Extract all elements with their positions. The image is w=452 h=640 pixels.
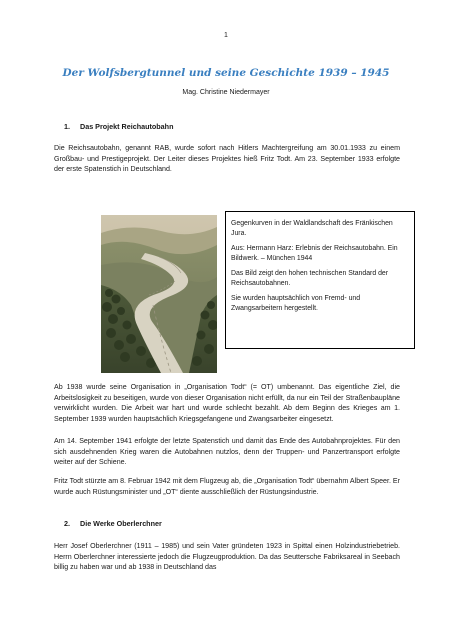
- autobahn-photo: [101, 215, 217, 373]
- caption-note: Das Bild zeigt den hohen technischen Standard der Reichsautobahnen.: [231, 269, 389, 288]
- section-heading-1: [64, 122, 173, 131]
- paragraph-fritz-todt: Fritz Todt stürzte am 8. Februar 1942 mit dem Flugzeug ab, die „Organisation Todt“ übernahm Albert Speer. Er wurde auch Rüstungsminister und „OT“ diente ausschließlich der Rüstungsindustrie.: [54, 477, 400, 496]
- paragraph-rab-intro: Die Reichsautobahn, genannt RAB, wurde sofort nach Hitlers Machtergreifung am 30.01.1933 zu einem Großbau- und Prestigeprojekt. Der Leiter dieses Projektes hieß Fritz Todt. Am 23. September 1933 erfolgte der erste Spatenstich in Deutschland.: [54, 144, 400, 174]
- image-caption-box: [225, 211, 415, 349]
- page-number: 1: [224, 32, 228, 39]
- section-title: Das Projekt Reichautobahn: [80, 122, 174, 131]
- paragraph-organisation-todt: Ab 1938 wurde seine Organisation in „Organisation Todt“ (= OT) umbenannt. Das eigentliche Ziel, die Arbeitslosigkeit zu beseitigen, wurde von dieser Organisation nicht erfüllt, da nur ein Teil der Straßenbaupläne verwirklicht wurden. Die Arbeit war hart und wurde schlecht bezahlt. Ab dem Beginn des Krieges am 1. September 1939 wurden hauptsächlich Kriegsgefangene und Zwangsarbeiter eingesetzt.: [54, 383, 400, 423]
- section-number: 2.: [64, 519, 70, 528]
- document-title: Der Wolfsbergtunnel und seine Geschichte 1939 – 1945: [62, 67, 390, 79]
- caption-source: Aus: Hermann Harz: Erlebnis der Reichsautobahn. Ein Bildwerk. – München 1944: [231, 244, 398, 263]
- caption-description: Gegenkurven in der Waldlandschaft des Fränkischen Jura.: [231, 220, 393, 238]
- document-author: Mag. Christine Niedermayer: [182, 89, 270, 96]
- paragraph-end-of-project: Am 14. September 1941 erfolgte der letzte Spatenstich und damit das Ende des Autobahnprojektes. Für den sich ausdehnenden Krieg waren die Autobahnen nutzlos, denn der Truppen- und Panzertransport erfolgte weiter auf der Schiene.: [54, 437, 400, 467]
- caption-note-labor: Sie wurden hauptsächlich von Fremd- und Zwangsarbeitern hergestellt.: [231, 294, 361, 312]
- section-heading-2: [64, 519, 162, 528]
- section-title: Die Werke Oberlerchner: [80, 519, 162, 528]
- section-number: 1.: [64, 122, 70, 131]
- paragraph-oberlerchner: Herr Josef Oberlerchner (1911 – 1985) und sein Vater gründeten 1923 in Spittal einen Holzindustriebetrieb. Herrn Oberlerchner interessierte jedoch die Flugzeugproduktion. Da das Seuttersche Fabriksareal in Seebach billig zu haben war und ab 1938 in Deutschland das: [54, 542, 400, 572]
- autobahn-photo-graphic: [101, 215, 217, 373]
